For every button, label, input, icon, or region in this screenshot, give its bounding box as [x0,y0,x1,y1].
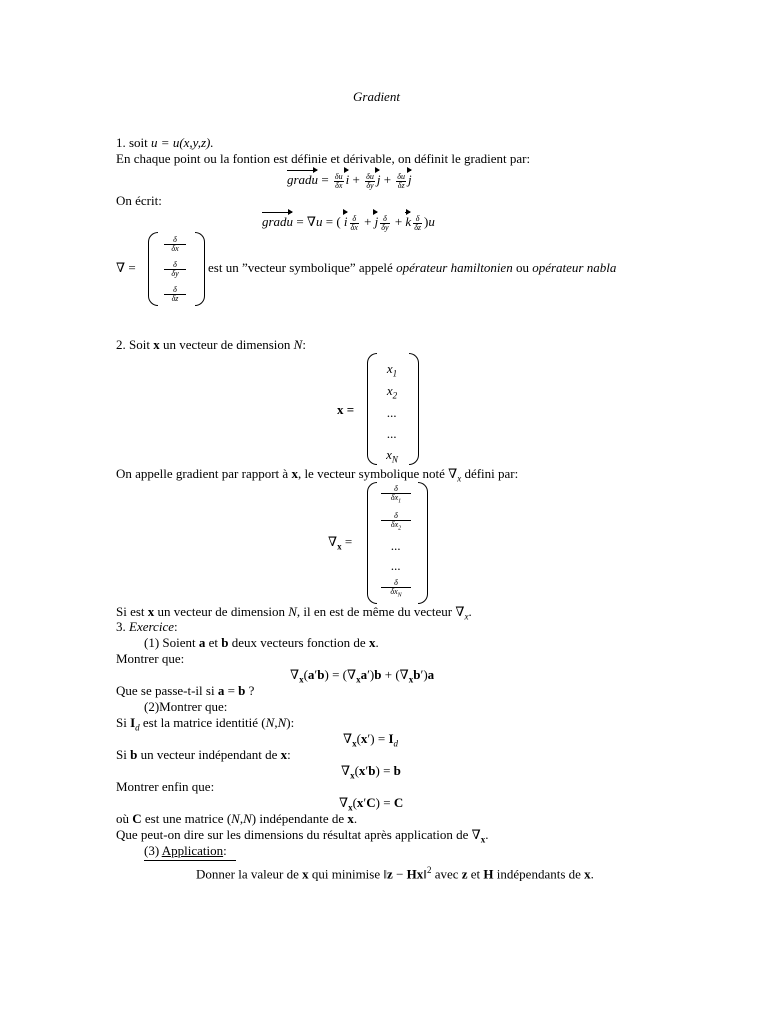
gradient-formula-1: gradu = $\frac{\delta u}{\delta x}$ i + $\frac{\delta u}{\delta y}$ j + $\frac{\delta u}{\delta z}$ j [287,167,412,190]
x-left-paren [367,353,377,465]
gradient-definition: On appelle gradient par rapport à x, le vecteur symbolique noté $\nabla_x$ défini par: [116,466,519,484]
section1-intro-math: u = u(x,y,z). [151,135,214,150]
on-ecrit-label: On écrit: [116,193,162,208]
section2-conclusion: Si est x un vecteur de dimension N, il en est de même du vecteur $\nabla_x$. [116,604,472,622]
montrer-enfin: Montrer enfin que: [116,779,215,794]
du-dx-fraction: $\frac{\delta u}{\delta x}$ [334,171,343,190]
question-1: (1) Soient a et b deux vecteurs fonction de x. [144,635,379,650]
section3-heading: 3. Exercice: [116,619,178,634]
dimensions-question: Que peut-on dire sur les dimensions du résultat après application de $\nabla_x$. [116,827,489,845]
x-right-paren [409,353,419,465]
nabla-x-entry-2: $\frac{\delta}{\delta x_2}$ [381,512,411,533]
equation-1: $\nabla_x(a'b) = (\nabla_xa')b + (\nabla_xb')a$ [290,667,435,685]
independent-b-line: Si b un vecteur indépendant de x: [116,747,291,762]
nabla-symbol: ∇ = [116,260,136,275]
nabla-description: est un ”vecteur symbolique” appelé opérateur hamiltonien ou opérateur nabla [208,260,617,275]
equation-3: $\nabla_x(x'b) = b$ [341,763,401,781]
identity-matrix-line: Si $I_d$ est la matrice identitié (N,N): [116,715,295,733]
section1-intro [116,135,214,151]
x-entry-3: ... [387,405,397,420]
question-2: (2)Montrer que: [144,699,228,714]
du-dz-fraction: $\frac{\delta u}{\delta z}$ [397,171,405,190]
x-entry-4: ... [387,426,397,441]
nabla-x-symbol: $\nabla_x$ = [328,534,353,552]
question-3-heading: (3) Application: [144,843,227,858]
nabla-x-entry-N: δ $\delta x_N$ [381,579,411,600]
montrer-que-1: Montrer que: [116,651,185,666]
nabla-x-entry-4: ... [391,558,401,573]
equation-4: $\nabla_x(x'C) = C$ [339,795,404,813]
minimize-question: Donner la valeur de x qui minimise ‖z − Hx‖$^2$ avec z et H indépendants de x. [196,865,594,882]
nabla-right-paren [195,232,205,306]
gradient-formula-2: gradu = ∇u = ( i $\frac{\delta}{\delta x}$ + j $\frac{\delta}{\delta y}$ + k $\frac{\delta}{\delta z}$ )u [262,209,435,232]
nabla-x-left-paren [367,482,377,604]
x-entry-1: $x_1$ [386,361,398,379]
nabla-left-paren [148,232,158,306]
nabla-x-right-paren [418,482,428,604]
section1-intro-prefix: 1. soit [116,135,152,150]
nabla-entry-z: $\frac{\delta}{\delta z}$ [164,286,186,303]
nabla-entry-y: $\frac{\delta}{\delta y}$ [164,261,186,278]
grad-u-vector: gradu [287,167,318,188]
nabla-x-entry-3: ... [391,538,401,553]
du-dy-fraction: $\frac{\delta u}{\delta y}$ [366,171,374,190]
matrix-C-line: où C est une matrice (N,N) indépendante de x. [116,811,358,826]
x-entry-N: $x_N$ [386,447,398,465]
nabla-entry-x: $\frac{\delta}{\delta x}$ [164,236,186,253]
x-entry-2: $x_2$ [386,383,398,401]
page-title: Gradient [353,89,400,104]
equation-2: $\nabla_x(x') = I_d$ [343,731,398,749]
section1-definition: En chaque point ou la fontion est définie et dérivable, on définit le gradient par: [116,151,531,166]
x-vector-symbol: x = [337,402,355,417]
section2-intro: 2. Soit x un vecteur de dimension N: [116,337,306,352]
application-underline [144,860,236,861]
nabla-x-entry-1: $\frac{\delta}{\delta x_1}$ [381,485,411,506]
question-a-equals-b: Que se passe-t-il si a = b ? [116,683,255,698]
